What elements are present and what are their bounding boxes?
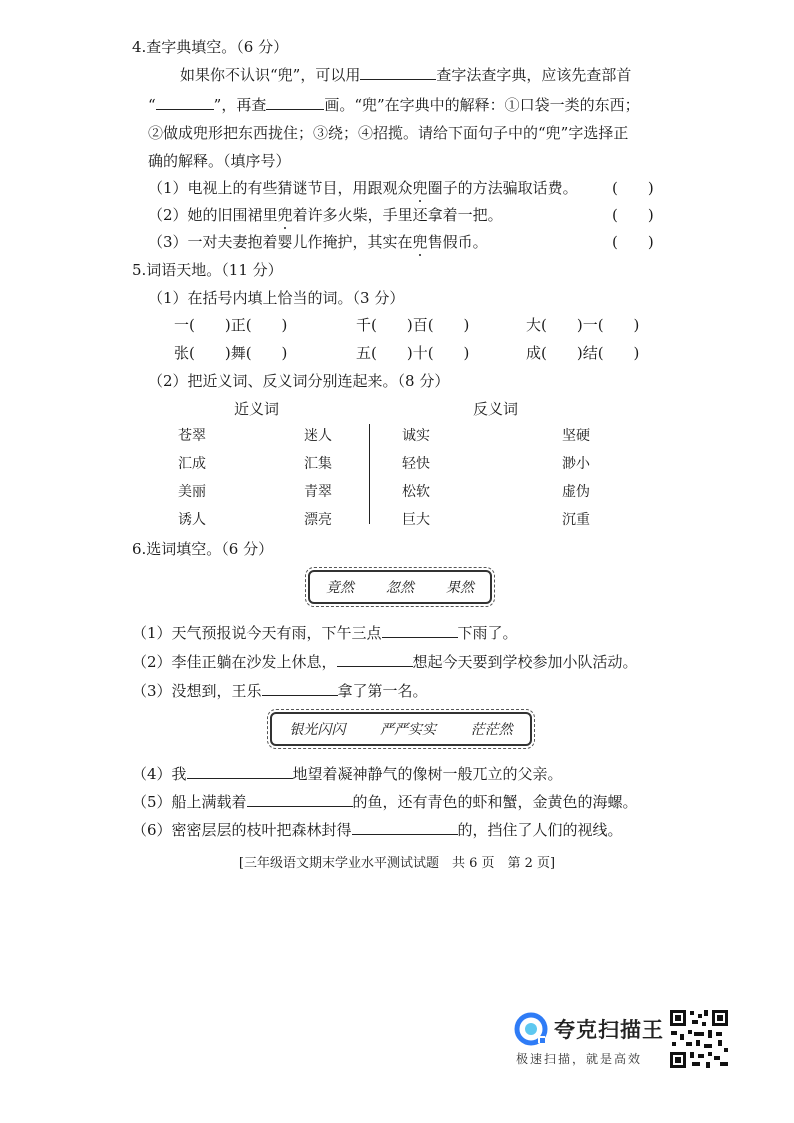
q5-fill-6[interactable]: 成( )结( ) bbox=[526, 344, 640, 362]
q6-s1-text-a: （1）天气预报说今天有雨，下午三点 bbox=[132, 624, 382, 642]
q4-line1-text-b: 查字法查字典，应该先查部首 bbox=[436, 66, 632, 84]
q6-blank-5[interactable] bbox=[247, 792, 353, 807]
q6-title: 6.选词填空。（6 分） bbox=[132, 540, 274, 558]
word-option-3: 果然 bbox=[446, 580, 474, 596]
syn-right-4[interactable]: 漂亮 bbox=[304, 512, 332, 528]
q4-blank-radical[interactable] bbox=[156, 95, 214, 110]
brand-slogan: 极速扫描，就是高效 bbox=[516, 1052, 643, 1066]
word-box-2 bbox=[270, 712, 532, 746]
q5-fill-1[interactable]: 一( )正( ) bbox=[174, 316, 288, 334]
syn-left-3[interactable]: 美丽 bbox=[178, 484, 206, 500]
q4-line1-text-a: 如果你不认识“兜”，可以用 bbox=[180, 66, 361, 84]
q6-s5-text-b: 的鱼，还有青色的虾和蟹，金黄色的海螺。 bbox=[352, 793, 638, 811]
ant-right-3[interactable]: 虚伪 bbox=[562, 484, 590, 500]
syn-left-1[interactable]: 苍翠 bbox=[178, 428, 206, 444]
q4-item-3 bbox=[148, 231, 488, 252]
q4-blank-method[interactable] bbox=[360, 65, 436, 80]
q4-item-1-pre: （1）电视上的有些猜谜节目，用跟观众 bbox=[148, 179, 413, 197]
syn-right-1[interactable]: 迷人 bbox=[304, 428, 332, 444]
q5-fill-3[interactable]: 大( )一( ) bbox=[526, 316, 640, 334]
q4-item-3-pre: （3）一对夫妻抱着婴儿作掩护，其实在 bbox=[148, 233, 413, 251]
q6-blank-4[interactable] bbox=[187, 764, 293, 779]
q6-sentence-6 bbox=[132, 819, 623, 840]
scanner-brand bbox=[514, 1012, 664, 1068]
syn-left-2[interactable]: 汇成 bbox=[178, 456, 206, 472]
q6-blank-1[interactable] bbox=[382, 623, 458, 638]
ant-left-4[interactable]: 巨大 bbox=[402, 512, 430, 528]
word-option-2: 忽然 bbox=[386, 580, 414, 596]
q6-s2-text-b: 想起今天要到学校参加小队活动。 bbox=[412, 653, 638, 671]
q6-s5-text-a: （5）船上满载着 bbox=[132, 793, 247, 811]
q4-line3: ②做成兜形把东西拢住；③绕；④招揽。请给下面句子中的“兜”字选择正 bbox=[148, 124, 629, 142]
word-option-5: 严严实实 bbox=[379, 722, 436, 738]
q4-line1 bbox=[180, 64, 631, 85]
word-option-4: 银光闪闪 bbox=[289, 722, 346, 738]
q4-line2-text-c: 画。“兜”在字典中的解释：①口袋一类的东西； bbox=[324, 96, 640, 114]
q6-s6-text-b: 的，挡住了人们的视线。 bbox=[457, 821, 623, 839]
q5-fill-4[interactable]: 张( )舞( ) bbox=[174, 344, 288, 362]
q4-line4: 确的解释。（填序号） bbox=[148, 152, 291, 170]
syn-left-4[interactable]: 诱人 bbox=[178, 512, 206, 528]
q4-item-1-answer[interactable]: ( ) bbox=[612, 179, 654, 197]
qr-code-icon bbox=[668, 1008, 730, 1070]
q6-sentence-3 bbox=[132, 680, 428, 701]
antonym-header: 反义词 bbox=[473, 400, 519, 418]
q4-item-2-post: 着许多火柴，手里还拿着一把。 bbox=[292, 206, 503, 224]
q6-blank-3[interactable] bbox=[262, 681, 338, 696]
q4-line2-text-b: ”，再查 bbox=[213, 96, 267, 114]
q4-title: 4.查字典填空。（6 分） bbox=[132, 38, 289, 56]
q4-item-3-answer[interactable]: ( ) bbox=[612, 233, 654, 251]
ant-right-4[interactable]: 沉重 bbox=[562, 512, 590, 528]
q6-sentence-5 bbox=[132, 791, 638, 812]
q4-item-1-key: 兜 bbox=[412, 179, 428, 197]
brand-name: 夸克扫描王 bbox=[554, 1018, 664, 1042]
q5-sub1: （1）在括号内填上恰当的词。（3 分） bbox=[148, 289, 405, 307]
q6-s6-text-a: （6）密密层层的枝叶把森林封得 bbox=[132, 821, 352, 839]
q6-s3-text-a: （3）没想到，王乐 bbox=[132, 682, 262, 700]
ant-right-1[interactable]: 坚硬 bbox=[562, 428, 590, 444]
q4-item-2-pre: （2）她的旧围裙里 bbox=[148, 206, 278, 224]
q4-item-3-key: 兜 bbox=[412, 233, 428, 251]
page-footer: [三年级语文期末学业水平测试试题 共 6 页 第 2 页] bbox=[238, 856, 556, 871]
q4-item-1-post: 圈子的方法骗取话费。 bbox=[427, 179, 578, 197]
q6-s4-text-a: （4）我 bbox=[132, 765, 187, 783]
ant-left-2[interactable]: 轻快 bbox=[402, 456, 430, 472]
q6-sentence-4 bbox=[132, 763, 563, 784]
q4-line2-text-a: “ bbox=[148, 96, 156, 114]
syn-right-3[interactable]: 青翠 bbox=[304, 484, 332, 500]
word-option-6: 茫茫然 bbox=[470, 722, 513, 738]
q5-title: 5.词语天地。（11 分） bbox=[132, 261, 283, 279]
q5-fill-5[interactable]: 五( )十( ) bbox=[356, 344, 470, 362]
q6-blank-2[interactable] bbox=[337, 652, 413, 667]
q6-s1-text-b: 下雨了。 bbox=[457, 624, 518, 642]
column-divider bbox=[369, 424, 370, 524]
q6-s4-text-b: 地望着凝神静气的像树一般兀立的父亲。 bbox=[292, 765, 563, 783]
q6-s2-text-a: （2）李佳正躺在沙发上休息， bbox=[132, 653, 337, 671]
word-box-1 bbox=[308, 570, 492, 604]
ant-left-3[interactable]: 松软 bbox=[402, 484, 430, 500]
q6-sentence-1 bbox=[132, 622, 518, 643]
q4-item-3-post: 售假币。 bbox=[427, 233, 488, 251]
q4-item-2-key: 兜 bbox=[277, 206, 293, 224]
word-option-1: 竟然 bbox=[326, 580, 354, 596]
q4-line2 bbox=[148, 94, 640, 115]
ant-left-1[interactable]: 诚实 bbox=[402, 428, 430, 444]
q4-blank-strokes[interactable] bbox=[266, 95, 324, 110]
q6-sentence-2 bbox=[132, 651, 638, 672]
ant-right-2[interactable]: 渺小 bbox=[562, 456, 590, 472]
synonym-header: 近义词 bbox=[234, 400, 280, 418]
q5-fill-2[interactable]: 千( )百( ) bbox=[356, 316, 470, 334]
q4-item-2-answer[interactable]: ( ) bbox=[612, 206, 654, 224]
q4-item-1 bbox=[148, 177, 578, 198]
q4-item-2 bbox=[148, 204, 503, 225]
q6-s3-text-b: 拿了第一名。 bbox=[337, 682, 428, 700]
q6-blank-6[interactable] bbox=[352, 820, 458, 835]
syn-right-2[interactable]: 汇集 bbox=[304, 456, 332, 472]
scanner-logo-icon bbox=[514, 1012, 548, 1046]
q5-sub2: （2）把近义词、反义词分别连起来。（8 分） bbox=[148, 372, 450, 390]
